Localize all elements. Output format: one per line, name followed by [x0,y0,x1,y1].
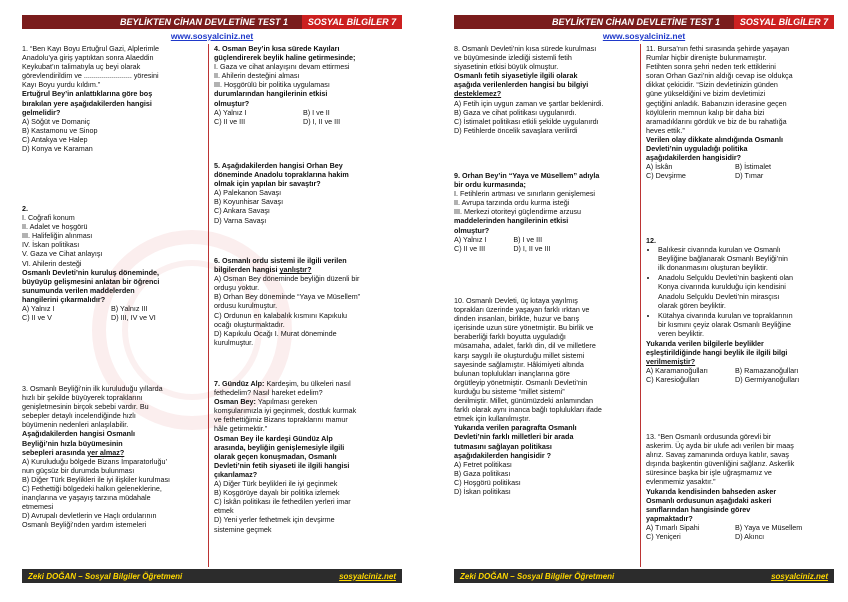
q8-line: ve büyümesinde izlediği sistemli fetih [454,53,572,63]
q13-line: dışında başkentin güvenliğini sağlarız. Askerlik [646,459,795,469]
q3-line: hızlı bir şekilde büyüyerek topraklarını [22,393,143,403]
question-9 [454,171,632,253]
q13-line: 13. “Ben Osmanlı ordusunda görevli bir [646,432,772,441]
q7-dialog-1 [214,379,392,388]
q2-item: IV. İskan politikası [22,240,80,250]
q4-option-a[interactable]: A) Yalnız I [214,107,247,117]
q4-item: II. Ahilerin desteğini alması [214,71,300,81]
q12-bullet-list [646,245,824,338]
q7-option-c-cont: etmek [214,506,234,516]
q9-item: II. Avrupa tarzında ordu kurma isteği [454,198,570,208]
q4-stem: olmuştur? [214,98,250,108]
q7-line: hâle getirmektir.” [214,424,268,434]
q6-option-b[interactable]: B) Orhan Bey döneminde “Yaya ve Müsellem” [214,292,361,302]
q9-stem: bir ordu kurmasında; [454,180,526,190]
q4-item: III. Hoşgörülü bir politika uygulaması [214,80,330,90]
q2-stem: Osmanlı Devleti’nin kuruluş döneminde, [22,267,159,277]
q11-line: dikkat çekicidir. “Sizin devletinizin günden [646,80,778,90]
q7-speech-1: Kardeşim, bu ülkeleri nasıl [264,379,351,388]
q13-option-c[interactable]: C) Yeniçeri [646,532,681,542]
q13-stem: Osmanlı ordusunun aşağıdaki askeri [646,495,772,505]
question-6 [214,256,392,347]
footer-author: Zeki DOĞAN – Sosyal Bilgiler Öğretmeni [28,571,183,581]
q3-stem-last [22,448,200,457]
q7-option-d[interactable]: D) Yeni yerler fethetmek için devşirme [214,515,335,525]
q7-stem: Osman Bey ile kardeşi Gündüz Alp [214,433,333,443]
q2-option-d[interactable]: D) III, IV ve VI [111,313,156,323]
q11-line: 11. Bursa’nın fethi sırasında şehirde yaşayan [646,44,790,53]
q1-option-a[interactable]: A) Söğüt ve Domaniç [22,116,90,126]
q9-item: I. Fetihlerin artması ve sınırların genişlemesi [454,189,596,199]
test-title: BEYLİKTEN CİHAN DEVLETİNE TEST 1 [454,15,734,29]
subject-label: SOSYAL BİLGİLER 7 [302,15,402,29]
q6-stem-last [214,265,392,274]
q4-stem: güçlendirerek beylik haline getirmesinde; [214,53,356,63]
q1-option-d[interactable]: D) Konya ve Karaman [22,144,93,154]
q7-stem: olarak geçen konuşmadan, Osmanlı [214,451,337,461]
q8-option-b[interactable]: B) Gaza ve cihat politikası uygulanırdı. [454,107,577,117]
q7-line: fethedelim? Nasıl hareket edelim? [214,388,323,398]
q1-option-c[interactable]: C) Antakya ve Halep [22,134,88,144]
q10-option-d[interactable]: D) İskan politikası [454,486,511,496]
q4-option-c[interactable]: C) II ve III [214,116,246,126]
q2-item: II. Adalet ve hoşgörü [22,222,88,232]
q1-stem: Ertuğrul Bey’in anlattıklarına göre boş [22,89,153,99]
q12-number: 12. [646,236,656,245]
q11-line: heves ettik.” [646,125,685,135]
q12-bullet-line: Anadolu Selçuklu Devleti’nin başkenti olan [658,273,794,283]
q9-option-c[interactable]: C) II ve III [454,243,486,253]
q10-line: toprakları üzerinde yaşayan farklı ırktan ve [454,305,590,315]
q10-line: etmek için kullanılmıştır. [454,414,531,424]
q1-line: Anadolu’ya giriş yaptıktan sonra Alaeddin [22,53,154,63]
q3-option-a-cont: nun güçsüz bir durumda bulunması [22,465,135,475]
q8-stem-emph: desteklemez? [454,89,502,99]
q12-bullet [658,311,824,338]
q2-stem: büyüyüp gelişmesini anlatan bir öğrenci [22,276,160,286]
q3-option-c-cont: inançlarına ve yaşayış tarzına müdahale [22,493,151,503]
q10-line: içerisinde uzun süre yönetmiştir. Bu birlik ve [454,323,594,333]
q10-line: 10. Osmanlı Devleti, üç kıtaya yayılmış [454,296,578,305]
q12-option-a[interactable]: A) Karamanoğulları [646,366,708,376]
q5-option-c[interactable]: C) Ankara Savaşı [214,206,270,216]
q12-bullet-line: Konya civarında kurulduğu için kendisini [658,282,786,292]
q10-line: karşı saygılı ile oluşturduğu millet sistemi [454,350,585,360]
q5-option-a[interactable]: A) Palekanon Savaşı [214,188,282,198]
q5-stem: olmak için yapılan bir savaştır? [214,179,321,189]
q2-item: V. Gaza ve Cihat anlayışı [22,249,103,259]
q12-bullet-line: Kütahya civarında kurulan ve topraklarının [658,310,793,320]
question-3 [22,384,200,530]
page-header [22,15,402,29]
q12-option-b[interactable]: B) Ramazanoğulları [735,366,799,376]
q10-line: dinden insanları, birlikte, huzur ve barış [454,314,580,324]
q5-option-b[interactable]: B) Koyunhisar Savaşı [214,197,284,207]
q12-bullet-line: Balıkesir civarında kurulan ve Osmanlı [658,245,781,255]
q12-bullet-line: olarak gören beyliktir. [658,300,726,310]
question-4 [214,44,392,126]
q9-option-a[interactable]: A) Yalnız I [454,234,487,244]
q3-option-a[interactable]: A) Kuruluduğu bölgede Bizans İmparatorluğu’ [22,456,168,466]
q12-bullet-line: Beyliğine bağlanarak Osmanlı Beyliği’nin [658,254,788,264]
q8-option-c[interactable]: C) İstimalet politikası etkili şekilde uygulanırdı [454,116,599,126]
q12-stem-emph: verilmemiştir? [646,357,696,367]
q12-bullet-line: ilk donanmasını oluşturan beyliktir. [658,263,768,273]
q10-stem: Yukarıda verilen paragrafta Osmanlı [454,423,577,433]
q9-item: III. Merkezi otoriteyi güçlendirme arzusu [454,207,582,217]
q8-line: 8. Osmanlı Devleti’nin kısa sürede kurulması [454,44,597,53]
q5-option-d[interactable]: D) Varna Savaşı [214,215,267,225]
column-divider [208,44,209,567]
q7-line: ve fethettiğimiz Bizans topraklarını mamur [214,415,348,425]
q8-option-d[interactable]: D) Fetihlerde öncelik savaşlara verilirdi [454,125,578,135]
q11-line: Rumlar hiçbir direnişte bulunmamıştır. [646,53,767,63]
question-13 [646,432,824,541]
q11-line: geçtiğini anladık. Babanızın iderasine geçen [646,98,787,108]
q6-option-c-cont: ocağı oluşturmaktadır. [214,319,285,329]
q2-stem: hangilerini çıkarmalıdır? [22,294,106,304]
question-8 [454,44,632,135]
q8-stem: Osmanlı fetih siyasetiyle ilgili olarak [454,71,578,81]
q7-option-a[interactable]: A) Diğer Türk beylikleri ile iyi geçinmek [214,479,338,489]
site-link[interactable]: www.sosyalciniz.net [602,31,686,41]
q1-line: Keykubat’ın talimatıyla uç beyi olarak [22,62,141,72]
q1-stem: gelmelidir? [22,107,61,117]
q6-stem: 6. Osmanlı ordu sistemi ile ilgili verilen [214,256,347,265]
q7-line: komşularımızla iyi geçinmek, dostluk kurmak [214,406,357,416]
q11-stem: Devleti’nin uyguladığı politika [646,144,748,154]
q6-option-a-cont: orduşu yoktur. [214,283,260,293]
test-title: BEYLİKTEN CİHAN DEVLETİNE TEST 1 [22,15,302,29]
q13-line: süresince başka bir işle uğraşmamız ve [646,468,772,478]
q2-item: III. Halifeliğin alınması [22,231,93,241]
q4-item: I. Gaza ve cihat anlayışını devam ettirmesi [214,62,350,72]
q11-option-a[interactable]: A) İskân [646,162,673,172]
q12-option-c[interactable]: C) Karesioğulları [646,375,700,385]
q4-option-b[interactable]: B) I ve II [303,107,330,117]
question-2 [22,204,200,322]
q3-line: genişletmesinin birçok sebebi vardır. Bu [22,402,149,412]
q4-option-d[interactable]: D) I, II ve III [303,116,341,126]
q12-bullet-line: veren beyliktir. [658,328,704,338]
question-11 [646,44,824,180]
question-12 [646,236,824,385]
q2-option-b[interactable]: B) Yalnız III [111,304,148,314]
q7-option-d-cont: sistemine geçmek [214,524,272,534]
q10-option-c[interactable]: C) Hoşgörü politikası [454,477,521,487]
q6-option-d[interactable]: D) Kapıkulu Ocağı I. Murat döneminde [214,328,337,338]
q10-option-b[interactable]: B) Gaza politikası [454,468,511,478]
q10-line: müsamaha, adalet, farklı din, dil ve milletlere [454,341,596,351]
q7-option-b[interactable]: B) Koşgörüye dayalı bir politika izlemek [214,488,340,498]
page-left [22,0,402,602]
q11-line: güne yükseldiğini ve bizim devletimizi [646,89,766,99]
q7-dialog-2 [214,397,392,406]
q5-stem: 5. Aşağıdakilerden hangisi Orhan Bey [214,161,343,170]
q6-stem-pre: bilgilerden hangisi [214,265,280,275]
q13-line: askerim. Üç ayda bir ulufe adı verilen bir maaş [646,441,794,451]
q13-option-b[interactable]: B) Yaya ve Müsellem [735,522,803,532]
q7-speaker-1: 7. Gündüz Alp: [214,379,265,388]
q3-stem: Aşağıdakilerden hangisi Osmanlı [22,429,136,439]
page-footer [454,569,834,583]
q3-option-b[interactable]: B) Diğer Türk Beylikleri ile iyi ilişkiler kurulması [22,474,171,484]
q3-option-d[interactable]: D) Avrupalı devletlerin ve Haçlı ordularının [22,511,157,521]
q12-stem: eşleştirildiğinde hangi beylik ile ilgili bilgi [646,348,788,358]
q3-option-c-cont: etmemesi [22,502,54,512]
q6-option-c[interactable]: C) Ordunun en kalabalık kısmını Kapıkulu [214,310,348,320]
q8-line: siyasetinin etkisi büyük olmuştur. [454,62,559,72]
q3-stem: Beyliği’nin hızla büyümesinin [22,438,123,448]
q3-stem-emph: yer almaz? [87,447,125,457]
q10-option-a[interactable]: A) Fetret politikası [454,459,512,469]
q7-option-c[interactable]: C) İskân politikası ile fethedilen yerleri imar [214,497,351,507]
q7-stem: arasında, beyliğin genişlemesiyle ilgili [214,442,345,452]
q12-stem: Yukarıda verilen bilgilerle beylikler [646,339,764,349]
q13-line: alırız. Savaş zamanında orduya katılır, savaş [646,450,790,460]
q2-item: VI. Ahilerin desteği [22,258,82,268]
q11-stem: aşağıdakilerden hangisidir? [646,153,742,163]
q4-stem: durumlarından hangilerinin etkisi [214,89,328,99]
q9-stem: 9. Orhan Bey’in “Yaya ve Müsellem” adıyla [454,171,600,180]
q13-option-d[interactable]: D) Akıncı [735,532,765,542]
q3-line: büyümenin nedenleri anlaşılabilir. [22,420,129,430]
q10-line: farklı olarak aynı inanca bağlı toplulukları ifade [454,405,602,415]
q6-option-b-cont: ordusu kurulmuştur. [214,301,278,311]
q10-stem: aşağıdakilerden hangisidir ? [454,450,552,460]
q10-line: sayesinde sağlamıştır. Hâkimiyeti altında [454,359,584,369]
q1-line: 1. “Ben Kayı Boyu Ertuğrul Gazi, Alplerimle [22,44,160,53]
q12-option-d[interactable]: D) Germiyanoğulları [735,375,800,385]
q13-line: evlenmemiz yasaktır.” [646,477,716,487]
q11-line: soran Orhan Gazi’nin aldığı cevap ise oldukça [646,71,793,81]
q10-stem: Devleti’nin farklı milletleri bir arada [454,432,574,442]
q6-option-a[interactable]: A) Osman Bey döneminde beyliğin düzenli bir [214,274,360,284]
q10-line: kurduğu bu sisteme “millet sistemi” [454,386,565,396]
q9-option-d[interactable]: D) I, II ve III [513,243,551,253]
q13-option-a[interactable]: A) Tımarlı Sipahi [646,522,700,532]
q3-line: 3. Osmanlı Beyliği’nin ilk kuruluduğu yıllarda [22,384,163,393]
q11-option-d[interactable]: D) Tımar [735,171,764,181]
q7-stem: Devleti’nin fetih siyaseti ile ilgili hangisi [214,460,350,470]
q12-bullet-line: Anadolu Selçuklu Devleti’nin mirasçısı [658,291,780,301]
column-divider [640,44,641,567]
footer-author: Zeki DOĞAN – Sosyal Bilgiler Öğretmeni [460,571,615,581]
q10-line: beraberliği farklı boyutta uyguladığı [454,332,566,342]
q1-line: görevlendirildim ve ........................ yöresini [22,71,159,81]
q13-stem: yapmaktadır? [646,513,693,523]
q3-line: sebepler detaylı incelendiğinde hızlı [22,411,136,421]
q11-line: Fetihten sonra şehri neden terk ettiklerini [646,62,776,72]
q9-stem: maddelerinden hangilerinin etkisi [454,216,569,226]
q8-stem: aşağıda verilenlerden hangisi bu bilgiyi [454,80,589,90]
question-5 [214,161,392,225]
q2-number: 2. [22,204,28,213]
question-7 [214,379,392,534]
q3-stem-pre: sebepleri arasında [22,447,88,457]
q13-stem: sınıflarından hangisinde görev [646,504,751,514]
q10-line: denilmiştir. Millet, günümüzdeki anlamından [454,396,594,406]
q1-option-b[interactable]: B) Kastamonu ve Sinop [22,125,98,135]
q6-option-d-cont: kurulmuştur. [214,337,254,347]
q11-stem: Verilen olay dikkate alındığında Osmanlı [646,134,784,144]
page-footer [22,569,402,583]
q1-line: Kayı Boyu yurdu kıldım.” [22,80,101,90]
q9-stem: olmuştur? [454,225,490,235]
q7-speech-2: Yapılması gereken [255,397,318,407]
page-right [454,0,834,602]
question-1 [22,44,200,153]
q3-option-d-cont: Osmanlı Beyliği’nden yardım istemeleri [22,520,147,530]
q11-line: köylülerin memnun kalıp bir daha bizi [646,107,765,117]
q1-stem: bırakılan yere aşağıdakilerden hangisi [22,98,152,108]
q11-line: aramadıklarını gördük ve biz de bu rahatlığa [646,116,787,126]
page-header [454,15,834,29]
q3-option-c[interactable]: C) Fethettiği bölgedeki halkın geleneklerine, [22,484,162,494]
q2-stem: sunumunda verilen maddelerden [22,285,135,295]
q2-item: I. Coğrafi konum [22,213,75,223]
q10-line: örgütleyip yönetmiştir. Osmanlı Devleti’nin [454,377,588,387]
q11-option-c[interactable]: C) Devşirme [646,171,686,181]
q12-bullet [658,245,824,272]
q2-option-c[interactable]: C) II ve V [22,313,52,323]
subject-label: SOSYAL BİLGİLER 7 [734,15,834,29]
q4-stem: 4. Osman Bey’in kısa sürede Kayıları [214,44,340,53]
q11-option-b[interactable]: B) İstimalet [735,162,771,172]
site-link[interactable]: www.sosyalciniz.net [170,31,254,41]
footer-site-link[interactable]: sosyalciniz.net [339,571,396,581]
footer-site-link[interactable]: sosyalciniz.net [771,571,828,581]
q12-bullet-line: bir kısmını çeyiz olarak Osmanlı Beyliğine [658,319,792,329]
q12-bullet [658,273,824,309]
q13-stem: Yukarıda kendisinden bahseden asker [646,486,777,496]
q7-stem: çıkarılamaz? [214,469,258,479]
q7-speaker-2: Osman Bey: [214,397,256,407]
q6-stem-emph: yanlıştır? [279,265,312,275]
q10-line: bulunan toplulukları inançlarına göre [454,368,570,378]
q8-option-a[interactable]: A) Fetih için uygun zaman ve şartlar beklenirdi. [454,98,604,108]
q10-stem: tutmasını sağlayan politikası [454,441,552,451]
question-10 [454,296,632,496]
q9-option-b[interactable]: B) I ve III [513,234,543,244]
q5-stem: döneminde Anadolu topraklarına hakim [214,170,349,180]
q2-option-a[interactable]: A) Yalnız I [22,304,55,314]
